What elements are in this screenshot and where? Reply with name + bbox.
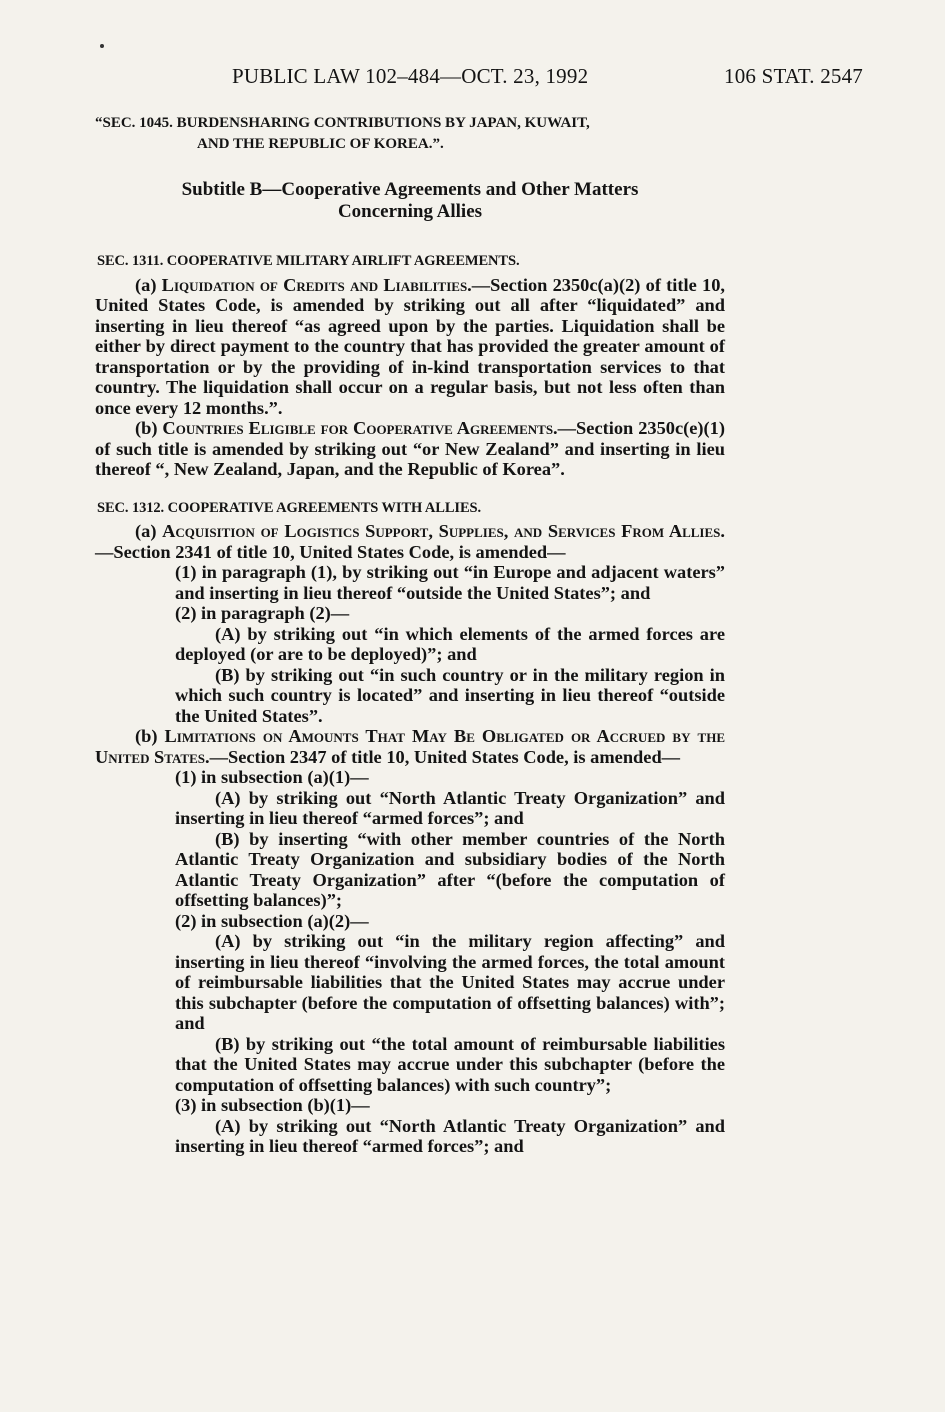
quoted-section-line-1: “SEC. 1045. BURDENSHARING CONTRIBUTIONS BY JAPAN, KUWAIT, (95, 115, 590, 131)
section-1312-b-1: (1) in subsection (a)(1)— (175, 767, 369, 787)
subtitle-heading (95, 179, 725, 223)
subtitle-line-1: Subtitle B—Cooperative Agreements and Other Matters (181, 179, 639, 200)
header-law-citation: PUBLIC LAW 102–484—OCT. 23, 1992 (232, 64, 589, 88)
section-1312-a (95, 521, 725, 562)
text-column (95, 113, 725, 1157)
section-1312-b-2-A: (A) by striking out “in the military region affecting” and inserting in lieu thereof “involving the armed forces, the total amount of reimbursable liabilities that the United States may accrue under this subchapter (before the computation of offsetting balances) with”; and (175, 931, 725, 1033)
section-1311-a (95, 275, 725, 419)
section-1312-heading: SEC. 1312. COOPERATIVE AGREEMENTS WITH ALLIES. (97, 499, 482, 516)
section-1312-b-3-A: (A) by striking out “North Atlantic Treaty Organization” and inserting in lieu thereof “armed forces”; and (175, 1115, 725, 1156)
section-1312-a-2-B: (B) by striking out “in such country or in the military region in which such country is located” and inserting in lieu thereof “outside the United States”. (175, 664, 725, 726)
section-1311-a-text: —Section 2350c(a)(2) of title 10, United States Code, is amended by striking out all after “liquidated” and inserting in lieu thereof “as agreed upon by the parties. Liquidation shall be either by direct payment to the country that has provided the greater amount of transportation or by the providing of in-kind transportation services to that country. The liquidation shall occur on a regular basis, but not less often than once every 12 months.”. (95, 274, 726, 418)
para-label: (b) (135, 418, 163, 438)
scan-dot (100, 44, 104, 48)
section-1312-a-text: —Section 2341 of title 10, United States Code, is amended— (95, 541, 566, 562)
section-1312-b-caption: Limitations on Amounts That May Be Obligated or Accrued by the United States. (95, 726, 725, 767)
section-1311-heading: SEC. 1311. COOPERATIVE MILITARY AIRLIFT AGREEMENTS. (97, 253, 520, 269)
section-1312-a-2-A: (A) by striking out “in which elements of the armed forces are deployed (or are to be deployed)”; and (175, 623, 725, 664)
para-label: (a) (135, 274, 162, 295)
header-stat-page: 106 STAT. 2547 (724, 64, 863, 88)
section-1312-b-3: (3) in subsection (b)(1)— (175, 1095, 370, 1115)
section-1312-b-1-A: (A) by striking out “North Atlantic Treaty Organization” and inserting in lieu thereof “armed forces”; and (175, 787, 725, 828)
section-1312-a-2: (2) in paragraph (2)— (175, 603, 350, 623)
section-1312-b-1-B: (B) by inserting “with other member countries of the North Atlantic Treaty Organization and subsidiary bodies of the North Atlantic Treaty Organization” after “(before the computation of offsetting balances)”; (175, 828, 725, 910)
section-1311-a-caption: Liquidation of Credits and Liabilities. (161, 274, 472, 295)
subtitle-line-2: Concerning Allies (337, 201, 483, 222)
section-1311-b (95, 418, 725, 480)
section-1311-b-caption: Countries Eligible for Cooperative Agreements. (162, 418, 558, 438)
section-1312-b-text: —Section 2347 of title 10, United States Code, is amended— (209, 746, 681, 767)
section-1312-b (95, 726, 725, 767)
section-1312-b-2-B: (B) by striking out “the total amount of reimbursable liabilities that the United States may accrue under this subchapter (before the computation of offsetting balances) with such country”; (175, 1033, 725, 1095)
section-1312-a-caption: Acquisition of Logistics Support, Supplies, and Services From Allies. (162, 521, 725, 541)
quoted-section-heading (95, 113, 725, 155)
section-1312-a-1: (1) in paragraph (1), by striking out “in Europe and adjacent waters” and inserting in lieu thereof “outside the United States”; and (175, 562, 725, 603)
para-label: (a) (135, 521, 163, 541)
para-label: (b) (135, 726, 165, 746)
section-1312-b-2: (2) in subsection (a)(2)— (175, 910, 369, 931)
quoted-section-line-2: AND THE REPUBLIC OF KOREA.”. (197, 136, 444, 152)
section-1311-b-text: —Section 2350c(e)(1) of such title is amended by striking out “or New Zealand” and inserting in lieu thereof “, New Zealand, Japan, and the Republic of Korea”. (95, 418, 725, 479)
